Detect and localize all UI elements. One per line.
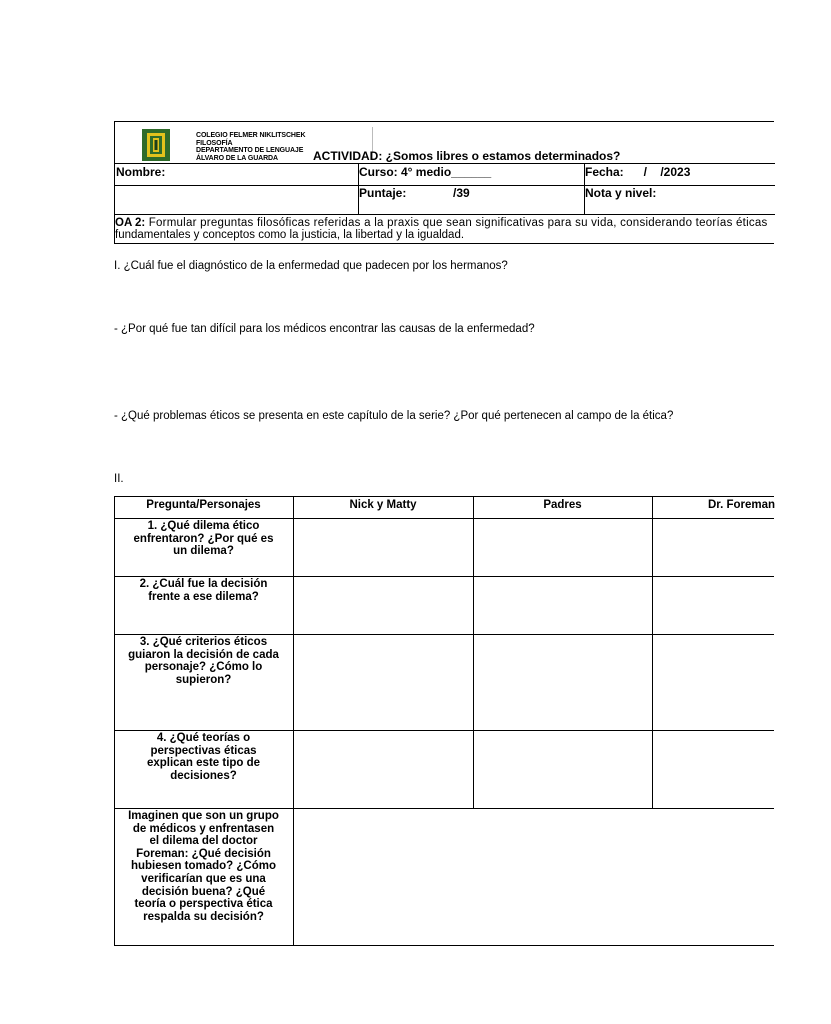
fecha-label: Fecha: / /2023 bbox=[585, 165, 691, 179]
curso-label: Curso: 4° medio______ bbox=[359, 165, 492, 179]
row-question-line: decisiones? bbox=[170, 769, 237, 782]
school-line: DEPARTAMENTO DE LENGUAJE bbox=[196, 147, 304, 155]
column-header: Padres bbox=[543, 499, 582, 511]
nota-label: Nota y nivel: bbox=[585, 186, 657, 200]
table-col-line bbox=[652, 496, 653, 809]
oa-text-line2: fundamentales y conceptos como la justicia, la libertad y la igualdad. bbox=[115, 228, 465, 241]
row-question-line: teoría o perspectiva ética bbox=[134, 898, 273, 911]
activity-title: ACTIVIDAD: ¿Somos libres o estamos determinados? bbox=[313, 149, 621, 163]
table-row-line bbox=[114, 634, 774, 635]
row-question-line: de médicos y enfrentasen bbox=[132, 822, 275, 835]
row-question-line: hubiesen tomado? ¿Cómo bbox=[130, 860, 277, 873]
header-divider bbox=[115, 163, 775, 164]
table-row-line bbox=[114, 576, 774, 577]
row-question-4 bbox=[114, 732, 293, 782]
row-question-line: explican este tipo de bbox=[146, 757, 261, 770]
column-header: Nick y Matty bbox=[349, 499, 417, 511]
row-question-line: 2. ¿Cuál fue la decisión bbox=[139, 578, 268, 590]
column-header: Dr. Foreman bbox=[707, 499, 776, 511]
learning-objective bbox=[115, 218, 770, 241]
row-question-line: verificarían que es una bbox=[141, 872, 266, 885]
row-question-line: 1. ¿Qué dilema ético bbox=[147, 520, 260, 532]
row-question-line: un dilema? bbox=[173, 545, 234, 558]
oa-code: OA 2: bbox=[115, 217, 146, 229]
row-question-2 bbox=[114, 578, 293, 603]
question-1: I. ¿Cuál fue el diagnóstico de la enfermedad que padecen por los hermanos? bbox=[114, 260, 508, 272]
table-row-line bbox=[114, 808, 774, 809]
school-line: FILOSOFÍA bbox=[196, 139, 233, 147]
row-question-line: Imaginen que son un grupo bbox=[128, 810, 279, 822]
row-question-line: 3. ¿Qué criterios éticos bbox=[139, 636, 268, 648]
puntaje-label: Puntaje: /39 bbox=[359, 186, 470, 200]
column-header: Pregunta/Personajes bbox=[146, 499, 261, 511]
nombre-label: Nombre: bbox=[116, 165, 166, 179]
row-question-line: guiaron la decisión de cada bbox=[128, 648, 279, 661]
row-question-line: enfrentaron? ¿Por qué es bbox=[133, 532, 274, 545]
school-line: ÁLVARO DE LA GUARDA bbox=[196, 154, 278, 162]
row-question-line: supieron? bbox=[175, 673, 232, 686]
table-row-line bbox=[114, 730, 774, 731]
row-question-line: el dilema del doctor bbox=[149, 835, 258, 848]
row-question-line: respalda su decisión? bbox=[143, 910, 264, 923]
row-question-line: decisión buena? ¿Qué bbox=[141, 885, 266, 898]
table-row-line bbox=[114, 518, 774, 519]
oa-text-line1: Formular preguntas filosóficas referidas a la praxis que sean significativas para su vida, considerando teorías éticas bbox=[145, 217, 768, 229]
row-question-line: 4. ¿Qué teorías o bbox=[156, 732, 251, 744]
school-line: COLEGIO FELMER NIKLITSCHEK bbox=[196, 132, 306, 139]
row-question-1 bbox=[114, 520, 293, 558]
header-divider bbox=[115, 214, 775, 215]
question-2: - ¿Por qué fue tan difícil para los médicos encontrar las causas de la enfermedad? bbox=[114, 323, 535, 335]
row-question-3 bbox=[114, 636, 293, 686]
table-col-line bbox=[293, 496, 294, 946]
row-question-line: Foreman: ¿Qué decisión bbox=[136, 847, 271, 860]
school-logo bbox=[142, 129, 170, 161]
question-3: - ¿Qué problemas éticos se presenta en este capítulo de la serie? ¿Por qué pertenecen al campo de la ética? bbox=[114, 410, 674, 422]
row-question-line: personaje? ¿Cómo lo bbox=[144, 661, 263, 674]
ethics-table bbox=[114, 496, 774, 946]
row-question-5 bbox=[114, 810, 293, 923]
table-col-line bbox=[473, 496, 474, 809]
table-border bbox=[114, 496, 774, 497]
table-border bbox=[114, 945, 774, 946]
row-question-line: frente a ese dilema? bbox=[148, 590, 259, 603]
school-name bbox=[196, 132, 305, 162]
section-2-label: II. bbox=[114, 473, 124, 485]
row-question-line: perspectivas éticas bbox=[150, 744, 257, 757]
